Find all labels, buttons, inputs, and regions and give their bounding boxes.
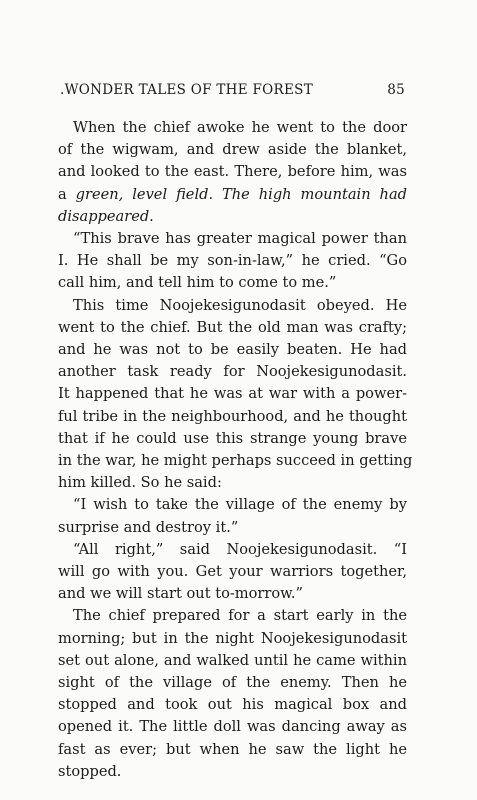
text-line xyxy=(58,206,407,228)
text-line: When the chief awoke he went to the door xyxy=(73,119,407,136)
text-line: “All right,” said Noojekesigunodasit. “I xyxy=(73,540,407,558)
text-line: opened it. The little doll was dancing away as xyxy=(58,718,407,736)
text-line: fast as ever; but when he saw the light he xyxy=(58,740,407,758)
text-line: in the war, he might perhaps succeed in getting xyxy=(58,452,413,470)
page-number: 85 xyxy=(387,82,405,98)
italic-phrase: green, level field. The high mountain had xyxy=(75,185,407,203)
text-line: set out alone, and walked until he came within xyxy=(58,651,407,669)
text-line: It happened that he was at war with a power- xyxy=(58,385,407,403)
text-line: This time Noojekesigunodasit obeyed. He xyxy=(73,296,407,314)
text-line: and he was not to be easily beaten. He had xyxy=(58,341,407,359)
text-line: morning; but in the night Noojekesigunodasit xyxy=(58,629,407,647)
text-line: him killed. So he said: xyxy=(58,474,222,492)
text-line: “I wish to take the village of the enemy by xyxy=(73,496,407,514)
text-line: ful tribe in the neighbourhood, and he thought xyxy=(58,407,407,425)
text-line: and looked to the east. There, before him, was xyxy=(58,163,407,181)
text-line: another task ready for Noojekesigunodasit. xyxy=(58,363,407,381)
text-line: surprise and destroy it.” xyxy=(58,518,239,536)
body-text xyxy=(58,117,413,783)
text-line: stopped and took out his magical box and xyxy=(58,696,407,714)
text-line: stopped. xyxy=(58,762,122,780)
text-line: that if he could use this strange young brave xyxy=(58,429,407,447)
running-title: .WONDER TALES OF THE FOREST xyxy=(60,82,314,98)
text-line: “This brave has greater magical power than xyxy=(73,230,407,248)
text-line: call him, and tell him to come to me.” xyxy=(58,274,337,292)
text-line: and we will start out to-morrow.” xyxy=(58,585,304,603)
text-line: sight of the village of the enemy. Then he xyxy=(58,674,407,692)
italic-phrase: disappeared. xyxy=(58,207,154,225)
text-line: of the wigwam, and drew aside the blanket, xyxy=(58,141,407,159)
text-line: a green, level field. The high mountain had xyxy=(58,185,407,203)
text-line: The chief prepared for a start early in the xyxy=(73,607,407,625)
text-line: went to the chief. But the old man was crafty; xyxy=(58,318,407,336)
text-line: will go with you. Get your warriors together, xyxy=(58,563,407,581)
text-line: I. He shall be my son-in-law,” he cried. “Go xyxy=(58,252,407,270)
